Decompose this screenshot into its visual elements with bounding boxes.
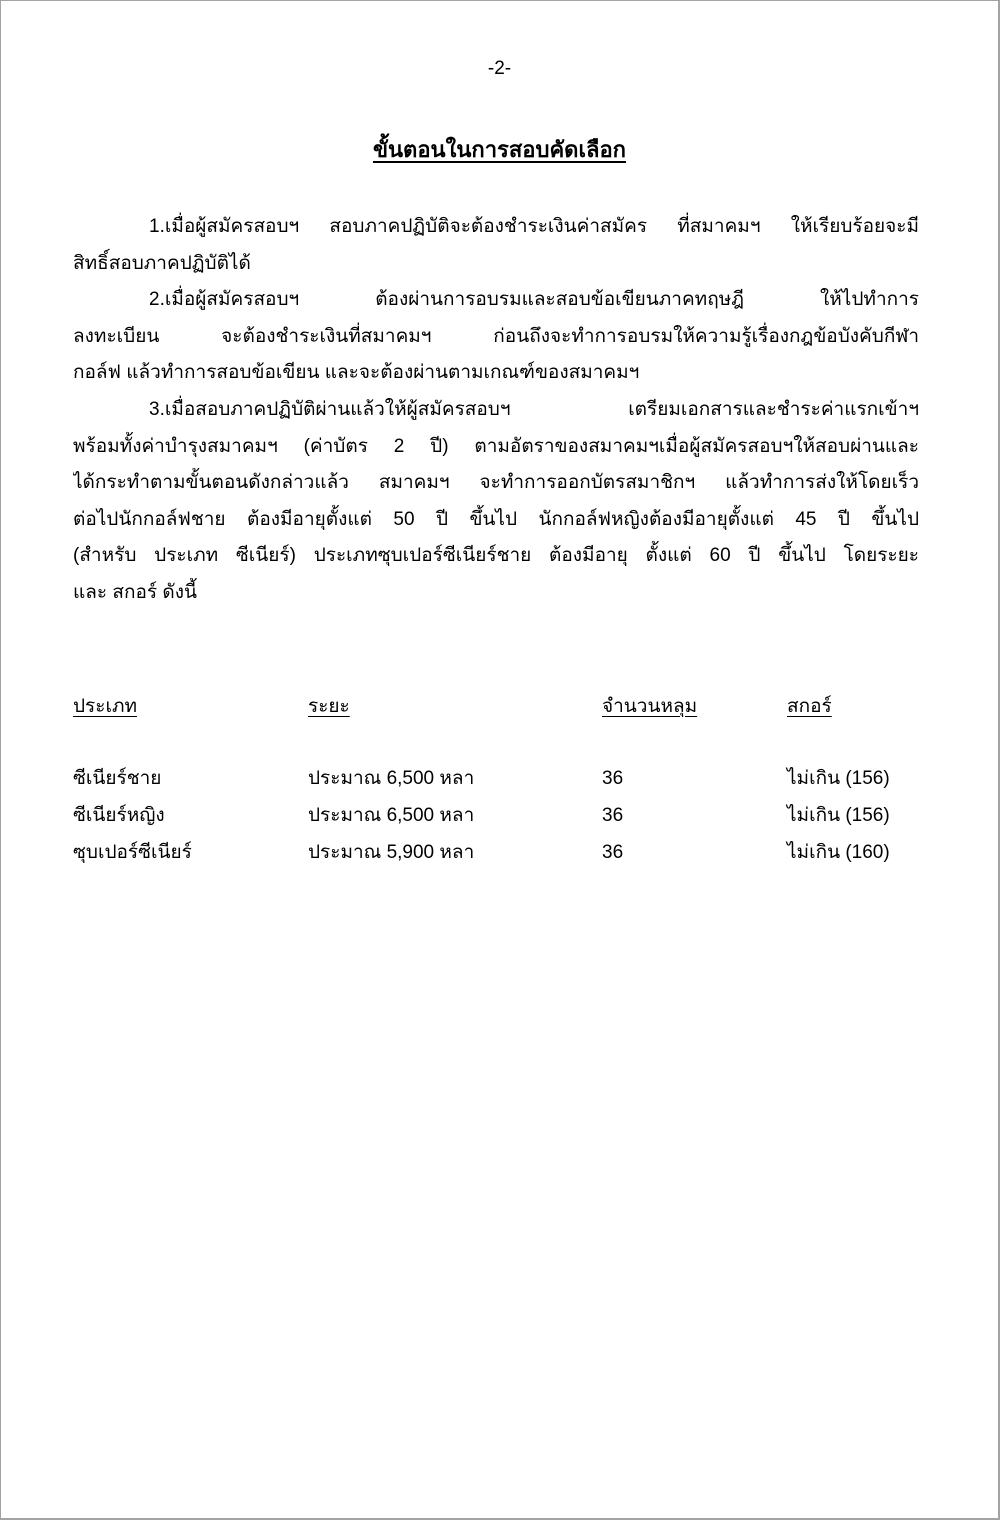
paragraph-line: ได้กระทำตามขั้นตอนดังกล่าวแล้ว สมาคมฯ จะทำการออกบัตรสมาชิกฯ แล้วทำการส่งให้โดยเร็ว xyxy=(73,472,919,493)
paragraph-line: สิทธิ์สอบภาคปฏิบัติได้ xyxy=(73,252,251,274)
header-score: สกอร์ xyxy=(787,696,832,717)
cell-category: ซุบเปอร์ซีเนียร์ xyxy=(73,842,192,863)
header-category: ประเภท xyxy=(73,696,138,717)
paragraph-1 xyxy=(73,209,919,282)
header-holes: จำนวนหลุม xyxy=(602,696,698,717)
cell-score: ไม่เกิน (156) xyxy=(787,805,890,826)
paragraph-line: ลงทะเบียน จะต้องชำระเงินที่สมาคมฯ ก่อนถึงจะทำการอบรมให้ความรู้เรื่องกฎข้อบังคับกีฬา xyxy=(73,325,919,347)
cell-distance: ประมาณ 6,500 หลา xyxy=(308,805,475,826)
page-title: ขั้นตอนในการสอบคัดเลือก xyxy=(372,137,627,162)
paragraph-line: และ สกอร์ ดังนี้ xyxy=(73,581,197,603)
paragraph-line: กอล์ฟ แล้วทำการสอบข้อเขียน และจะต้องผ่านตามเกณฑ์ของสมาคมฯ xyxy=(73,362,640,383)
paragraph-line: 3.เมื่อสอบภาคปฏิบัติผ่านแล้วให้ผู้สมัครสอบฯ เตรียมเอกสารและชำระค่าแรกเข้าฯ xyxy=(149,399,919,420)
table-row xyxy=(73,838,933,875)
cell-category: ซีเนียร์หญิง xyxy=(73,805,165,826)
cell-score: ไม่เกิน (156) xyxy=(787,768,890,789)
cell-score: ไม่เกิน (160) xyxy=(787,842,890,863)
paragraph-2 xyxy=(73,282,919,392)
cell-holes: 36 xyxy=(602,805,624,826)
paragraph-line: ต่อไปนักกอล์ฟชาย ต้องมีอายุตั้งแต่ 50 ปี ขึ้นไป นักกอล์ฟหญิงต้องมีอายุตั้งแต่ 45 ปี ขึ้นไป xyxy=(73,508,919,530)
table-row xyxy=(73,764,933,801)
page-number: -2- xyxy=(487,58,512,79)
table-row xyxy=(73,801,933,838)
cell-holes: 36 xyxy=(602,768,624,789)
cell-holes: 36 xyxy=(602,842,624,863)
paragraph-3 xyxy=(73,392,919,611)
table-header-row xyxy=(73,692,933,764)
paragraph-line: 2.เมื่อผู้สมัครสอบฯ ต้องผ่านการอบรมและสอบข้อเขียนภาคทฤษฎี ให้ไปทำการ xyxy=(149,289,919,310)
paragraph-line: พร้อมทั้งค่าบำรุงสมาคมฯ (ค่าบัตร 2 ปี) ตามอัตราของสมาคมฯเมื่อผู้สมัครสอบฯให้สอบผ่านและ xyxy=(73,435,919,457)
cell-distance: ประมาณ 5,900 หลา xyxy=(308,842,475,863)
cell-distance: ประมาณ 6,500 หลา xyxy=(308,768,475,789)
cell-category: ซีเนียร์ชาย xyxy=(73,768,162,789)
header-distance: ระยะ xyxy=(308,696,350,717)
criteria-table xyxy=(73,692,933,875)
paragraph-line: 1.เมื่อผู้สมัครสอบฯ สอบภาคปฏิบัติจะต้องชำระเงินค่าสมัคร ที่สมาคมฯ ให้เรียบร้อยจะมี xyxy=(149,216,919,237)
paragraph-line: (สำหรับ ประเภท ซีเนียร์) ประเภทซุบเปอร์ซีเนียร์ชาย ต้องมีอายุ ตั้งแต่ 60 ปี ขึ้นไป โดยระยะ xyxy=(73,545,919,566)
